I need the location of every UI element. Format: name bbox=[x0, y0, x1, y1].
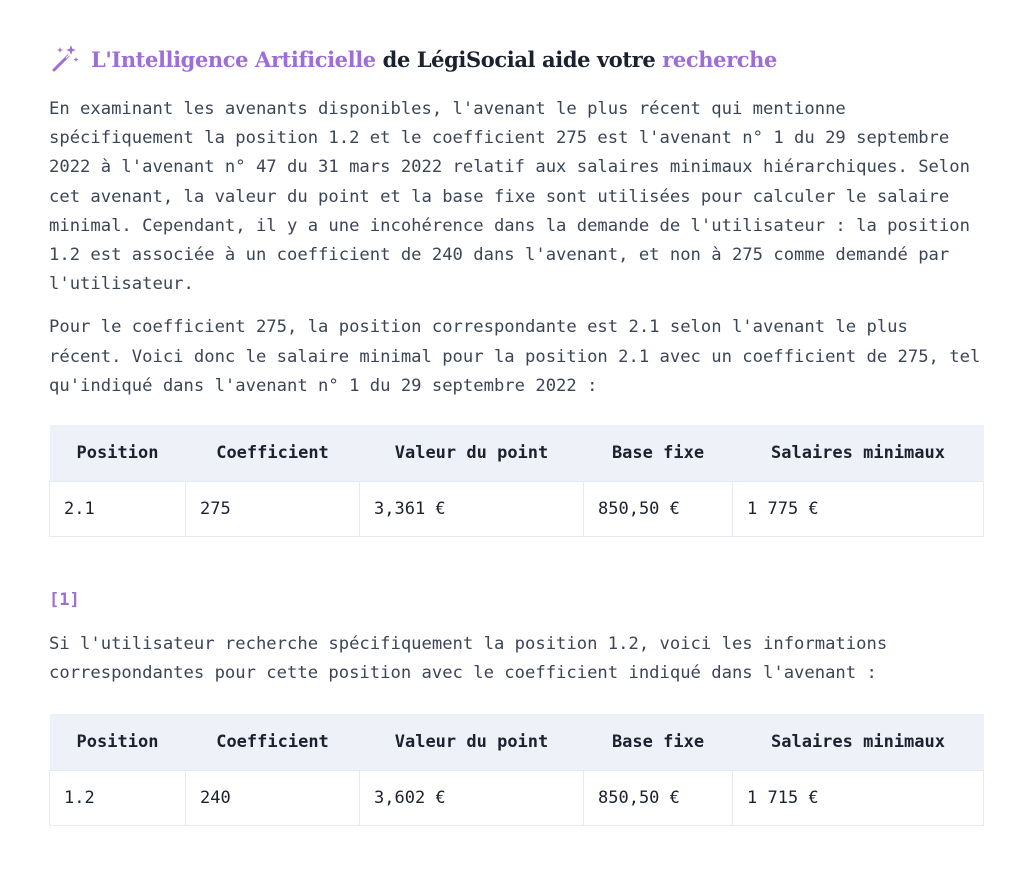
column-header-valeur-point: Valeur du point bbox=[360, 714, 584, 771]
heading-legisocial-text: de LégiSocial aide votre bbox=[375, 46, 663, 72]
cell-position: 1.2 bbox=[50, 771, 186, 826]
column-header-position: Position bbox=[50, 714, 186, 771]
heading-ai-text: L'Intelligence Artificielle bbox=[91, 46, 376, 72]
column-header-base-fixe: Base fixe bbox=[584, 425, 733, 482]
cell-salaire-minimal: 1 715 € bbox=[733, 771, 984, 826]
column-header-salaires-minimaux: Salaires minimaux bbox=[733, 714, 984, 771]
column-header-coefficient: Coefficient bbox=[186, 714, 360, 771]
salary-table-position-1-2 bbox=[49, 714, 984, 826]
paragraph-coefficient-275: Pour le coefficient 275, la position correspondante est 2.1 selon l'avenant le plus récent. Voici donc le salaire minimal pour la position 2.1 avec un coefficient de 275, tel qu'indiqué dans l'avenant n° 1 du 29 septembre 2022 : bbox=[49, 317, 981, 396]
salary-table-position-2-1 bbox=[49, 425, 984, 537]
cell-position: 2.1 bbox=[50, 482, 186, 537]
magic-wand-icon bbox=[49, 43, 81, 75]
column-header-valeur-point: Valeur du point bbox=[360, 425, 584, 482]
ai-heading bbox=[49, 40, 983, 78]
cell-valeur-point: 3,602 € bbox=[360, 771, 584, 826]
cell-coefficient: 275 bbox=[186, 482, 360, 537]
ai-answer-panel bbox=[49, 40, 983, 826]
column-header-position: Position bbox=[50, 425, 186, 482]
table-header-row bbox=[50, 425, 984, 482]
table-header-row bbox=[50, 714, 984, 771]
cell-coefficient: 240 bbox=[186, 771, 360, 826]
column-header-base-fixe: Base fixe bbox=[584, 714, 733, 771]
table-row bbox=[50, 771, 984, 826]
column-header-coefficient: Coefficient bbox=[186, 425, 360, 482]
cell-salaire-minimal: 1 775 € bbox=[733, 482, 984, 537]
column-header-salaires-minimaux: Salaires minimaux bbox=[733, 425, 984, 482]
reference-link[interactable]: [1] bbox=[49, 590, 80, 611]
table-row bbox=[50, 482, 984, 537]
heading-recherche-text: recherche bbox=[662, 46, 777, 72]
paragraph-analysis: En examinant les avenants disponibles, l'avenant le plus récent qui mentionne spécifiquement la position 1.2 et le coefficient 275 est l'avenant n° 1 du 29 septembre 2022 à l'avenant n° 47 du 31 mars 2022 relatif aux salaires minimaux hiérarchiques. Selon cet avenant, la valeur du point et la base fixe sont utilisées pour calculer le salaire minimal. Cependant, il y a une incohérence dans la demande de l'utilisateur : la position 1.2 est associée à un coefficient de 240 dans l'avenant, et non à 275 comme demandé par l'utilisateur. bbox=[49, 99, 970, 295]
cell-valeur-point: 3,361 € bbox=[360, 482, 584, 537]
paragraph-position-1-2: Si l'utilisateur recherche spécifiquement la position 1.2, voici les informations correspondantes pour cette position avec le coefficient indiqué dans l'avenant : bbox=[49, 634, 888, 684]
cell-base-fixe: 850,50 € bbox=[584, 771, 733, 826]
cell-base-fixe: 850,50 € bbox=[584, 482, 733, 537]
